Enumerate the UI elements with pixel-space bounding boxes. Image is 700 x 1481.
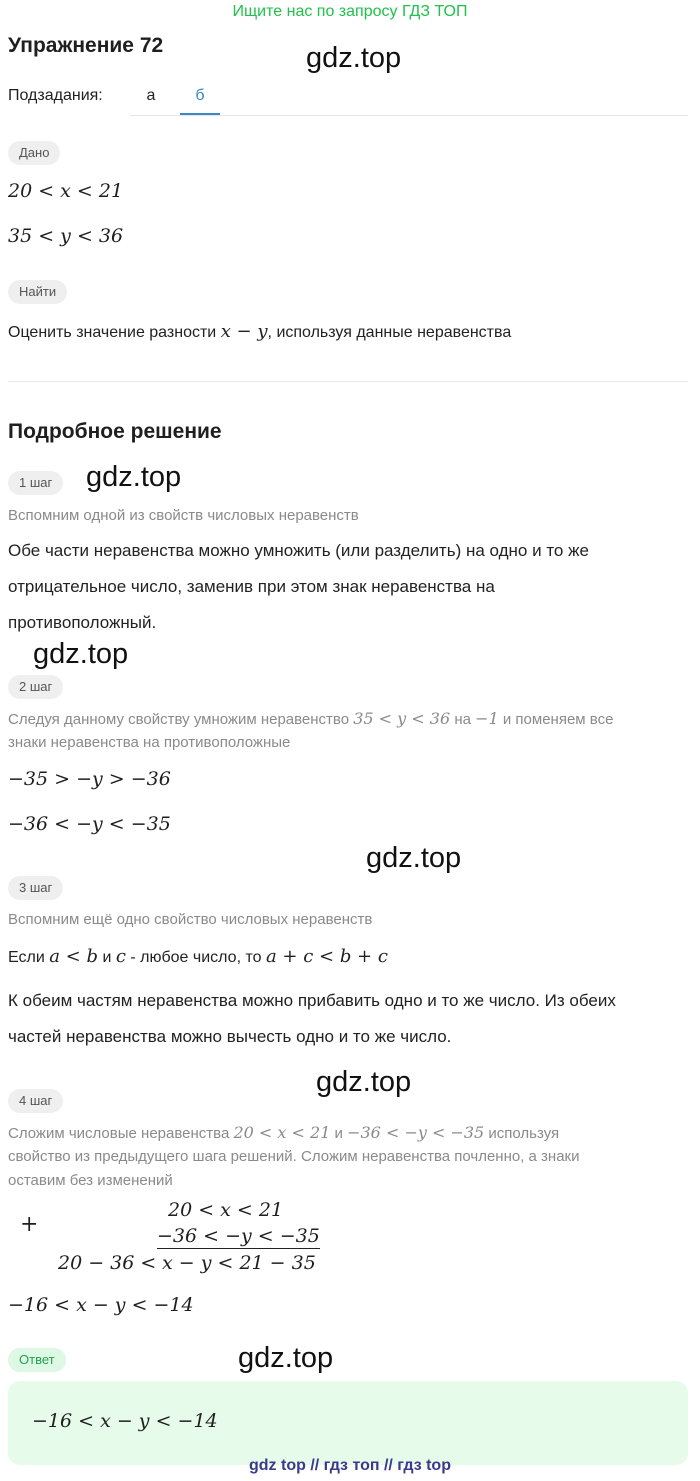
step3-math3: a + c < b + c bbox=[265, 946, 388, 967]
step3-hint: Вспомним ещё одно свойство числовых неравенств bbox=[8, 911, 373, 928]
answer-value: −16 < x − y < −14 bbox=[32, 1410, 218, 1432]
tab-a[interactable]: а bbox=[146, 87, 156, 104]
watermark: gdz.top bbox=[316, 1066, 412, 1098]
step3-math1: a < b bbox=[49, 946, 98, 967]
find-text bbox=[8, 321, 511, 342]
watermark: gdz.top bbox=[238, 1342, 334, 1374]
step2-hint-b: на bbox=[450, 711, 476, 728]
step1-text-line2: отрицательное число, заменив при этом знак неравенства на bbox=[8, 577, 495, 596]
given-badge: Дано bbox=[8, 141, 60, 165]
sum-line bbox=[157, 1248, 320, 1249]
answer-box bbox=[8, 1381, 688, 1465]
step4-hint-line2: свойство из предыдущего шага решений. Сложим неравенства почленно, а знаки bbox=[8, 1148, 580, 1165]
step3-mid: - любое число, то bbox=[125, 949, 266, 966]
step4-hint-line1 bbox=[8, 1121, 559, 1146]
find-badge: Найти bbox=[8, 280, 67, 304]
step3-badge: 3 шаг bbox=[8, 876, 63, 900]
step4-result: −16 < x − y < −14 bbox=[8, 1294, 194, 1316]
watermark: gdz.top bbox=[86, 461, 182, 493]
step3-text-line1: К обеим частям неравенства можно прибавить одно и то же число. Из обеих bbox=[8, 991, 616, 1010]
step4-hint-line3: оставим без изменений bbox=[8, 1172, 173, 1189]
sum-row3-left: 20 − 36 < bbox=[58, 1252, 157, 1274]
sum-row1: 20 < x < 21 bbox=[168, 1199, 284, 1221]
step1-text-line1: Обе части неравенства можно умножить (или разделить) на одно и то же bbox=[8, 541, 589, 560]
answer-badge: Ответ bbox=[8, 1348, 66, 1372]
plus-sign: + bbox=[20, 1212, 39, 1237]
watermark: gdz.top bbox=[306, 42, 402, 74]
sum-row2: −36 < −y < −35 bbox=[157, 1225, 320, 1247]
step4-hint-c: используя bbox=[484, 1125, 560, 1142]
step4-hint-b: и bbox=[330, 1125, 348, 1142]
step2-hint-line1 bbox=[8, 707, 613, 732]
step3-math2: c bbox=[115, 946, 126, 967]
tabs-divider bbox=[130, 115, 688, 116]
step2-hint-math1: 35 < y < 36 bbox=[353, 709, 451, 728]
step1-hint: Вспомним одной из свойств числовых неравенств bbox=[8, 507, 359, 524]
watermark: gdz.top bbox=[33, 638, 129, 670]
find-text-after: , используя данные неравенства bbox=[267, 324, 512, 341]
footer-links: gdz top // гдз топ // гдз top bbox=[249, 1457, 451, 1474]
find-math: x − y bbox=[220, 321, 268, 342]
step3-and: и bbox=[98, 949, 116, 966]
step2-hint-math2: −1 bbox=[475, 709, 499, 728]
step4-hint-math1: 20 < x < 21 bbox=[233, 1123, 331, 1142]
step1-text-line3: противоположный. bbox=[8, 613, 157, 632]
step2-hint-a: Следуя данному свойству умножим неравенство bbox=[8, 711, 354, 728]
subtasks-label: Подзадания: bbox=[8, 87, 103, 104]
step3-rule bbox=[8, 946, 388, 967]
find-text-before: Оценить значение разности bbox=[8, 324, 221, 341]
step2-eq2: −36 < −y < −35 bbox=[8, 813, 171, 835]
sum-row3-right: x − y < 21 − 35 bbox=[162, 1252, 316, 1274]
section-divider bbox=[8, 381, 688, 382]
step4-hint-math2: −36 < −y < −35 bbox=[347, 1123, 485, 1142]
step2-hint-line2: знаки неравенства на противоположные bbox=[8, 734, 291, 751]
step2-hint-c: и поменяем все bbox=[498, 711, 614, 728]
active-tab-indicator bbox=[180, 113, 220, 115]
given-inequality-2: 35 < y < 36 bbox=[8, 225, 124, 247]
step2-eq1: −35 > −y > −36 bbox=[8, 768, 171, 790]
step4-badge: 4 шаг bbox=[8, 1089, 63, 1113]
step3-if: Если bbox=[8, 949, 50, 966]
tab-b[interactable]: б bbox=[195, 87, 205, 104]
top-banner: Ищите нас по запросу ГДЗ ТОП bbox=[232, 3, 468, 20]
step4-hint-a: Сложим числовые неравенства bbox=[8, 1125, 234, 1142]
step3-text-line2: частей неравенства можно вычесть одно и то же число. bbox=[8, 1027, 452, 1046]
step1-badge: 1 шаг bbox=[8, 471, 63, 495]
solution-title: Подробное решение bbox=[8, 420, 222, 443]
step2-badge: 2 шаг bbox=[8, 675, 63, 699]
given-inequality-1: 20 < x < 21 bbox=[8, 180, 124, 202]
page-title: Упражнение 72 bbox=[8, 34, 164, 57]
watermark: gdz.top bbox=[366, 842, 462, 874]
